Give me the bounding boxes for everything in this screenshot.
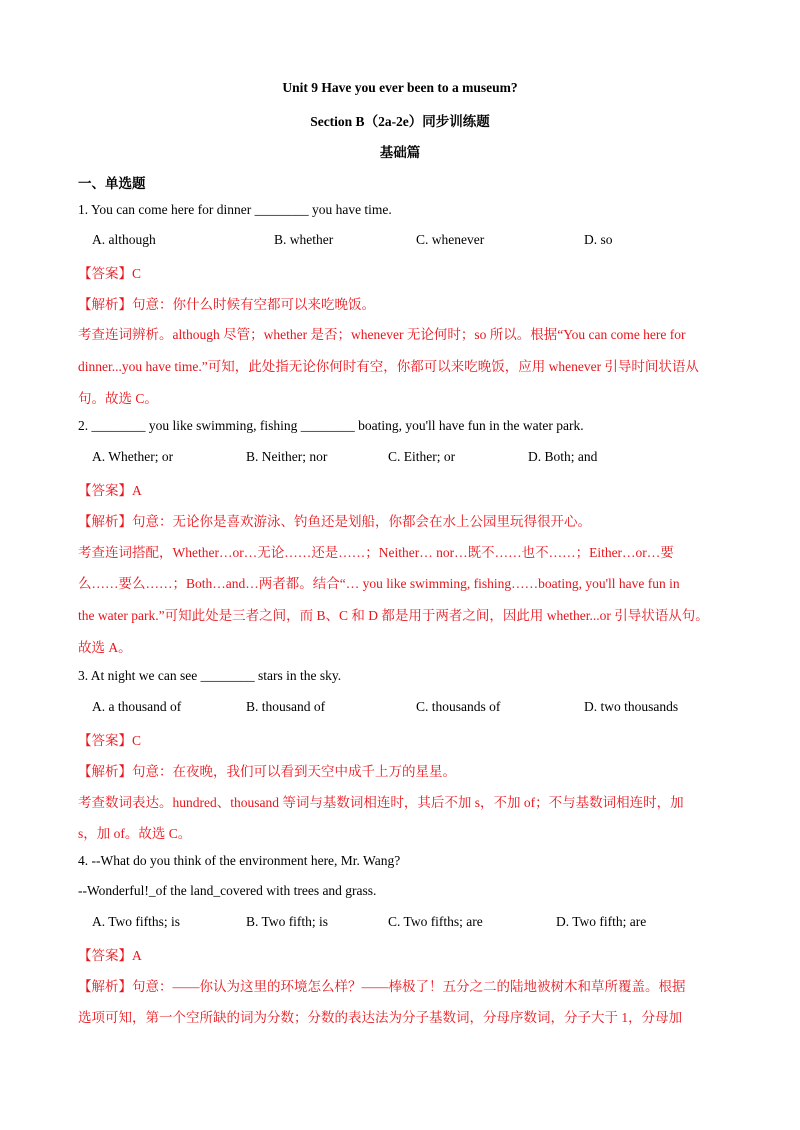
option-b: B. whether — [274, 232, 334, 247]
option-a: A. a thousand of — [92, 699, 182, 714]
analysis-line: 考查连词辨析。although 尽管；whether 是否；whenever 无论何时；so 所以。根据“You can come here for — [78, 327, 686, 342]
option-c: C. thousands of — [416, 699, 501, 714]
answer-line: 【答案】C — [78, 266, 142, 281]
answer-line: 【答案】A — [78, 948, 142, 963]
analysis-line: 选项可知，第一个空所缺的词为分数；分数的表达法为分子基数词，分母序数词，分子大于 1，分母加 — [78, 1010, 683, 1025]
option-b: B. Neither; nor — [246, 449, 328, 464]
analysis-line: s，加 of。故选 C。 — [78, 826, 192, 841]
analysis-line: 【解析】句意：——你认为这里的环境怎么样？——棒极了！五分之二的陆地被树木和草所覆盖。根据 — [78, 979, 686, 994]
analysis-line: 【解析】句意：你什么时候有空都可以来吃晚饭。 — [78, 297, 375, 312]
option-b: B. thousand of — [246, 699, 326, 714]
option-a: A. Whether; or — [92, 449, 174, 464]
analysis-line: 【解析】句意：在夜晚，我们可以看到天空中成千上万的星星。 — [78, 764, 456, 779]
answer-line: 【答案】A — [78, 483, 142, 498]
question-stem: 2. ________ you like swimming, fishing ________ boating, you'll have fun in the water park. — [78, 418, 584, 433]
option-c: C. whenever — [416, 232, 485, 247]
section-heading: 一、单选题 — [78, 176, 146, 191]
question-stem: 4. --What do you think of the environment here, Mr. Wang? — [78, 853, 401, 868]
analysis-line: 【解析】句意：无论你是喜欢游泳、钓鱼还是划船，你都会在水上公园里玩得很开心。 — [78, 514, 591, 529]
question-stem: --Wonderful!_of the land_covered with trees and grass. — [78, 883, 377, 898]
option-d: D. so — [584, 232, 613, 247]
analysis-line: 么……要么……；Both…and…两者都。结合“… you like swimming, fishing……boating, you'll have fun in — [78, 576, 680, 591]
option-c: C. Either; or — [388, 449, 456, 464]
option-d: D. Two fifth; are — [556, 914, 647, 929]
option-c: C. Two fifths; are — [388, 914, 483, 929]
option-d: D. two thousands — [584, 699, 679, 714]
option-a: A. Two fifths; is — [92, 914, 181, 929]
analysis-line: 故选 A。 — [78, 640, 132, 655]
level-heading: 基础篇 — [379, 145, 421, 160]
option-b: B. Two fifth; is — [246, 914, 329, 929]
analysis-line: 句。故选 C。 — [78, 391, 158, 406]
answer-line: 【答案】C — [78, 733, 142, 748]
option-d: D. Both; and — [528, 449, 598, 464]
analysis-line: 考查数词表达。hundred、thousand 等词与基数词相连时，其后不加 s，不加 of；不与基数词相连时，加 — [78, 795, 684, 810]
analysis-line: the water park.”可知此处是三者之间，而 B、C 和 D 都是用于两者之间，因此用 whether...or 引导状语从句。 — [78, 608, 709, 623]
question-stem: 1. You can come here for dinner ________ you have time. — [78, 202, 392, 217]
document-title: Unit 9 Have you ever been to a museum? — [282, 80, 518, 95]
analysis-line: dinner...you have time.”可知，此处指无论你何时有空，你都可以来吃晚饭，应用 whenever 引导时间状语从 — [78, 359, 699, 374]
analysis-line: 考查连词搭配，Whether…or…无论……还是……；Neither… nor…既不……也不……；Either…or…要 — [78, 545, 674, 560]
option-a: A. although — [92, 232, 156, 247]
section-subtitle: Section B（2a-2e）同步训练题 — [310, 114, 490, 129]
question-stem: 3. At night we can see ________ stars in the sky. — [78, 668, 342, 683]
